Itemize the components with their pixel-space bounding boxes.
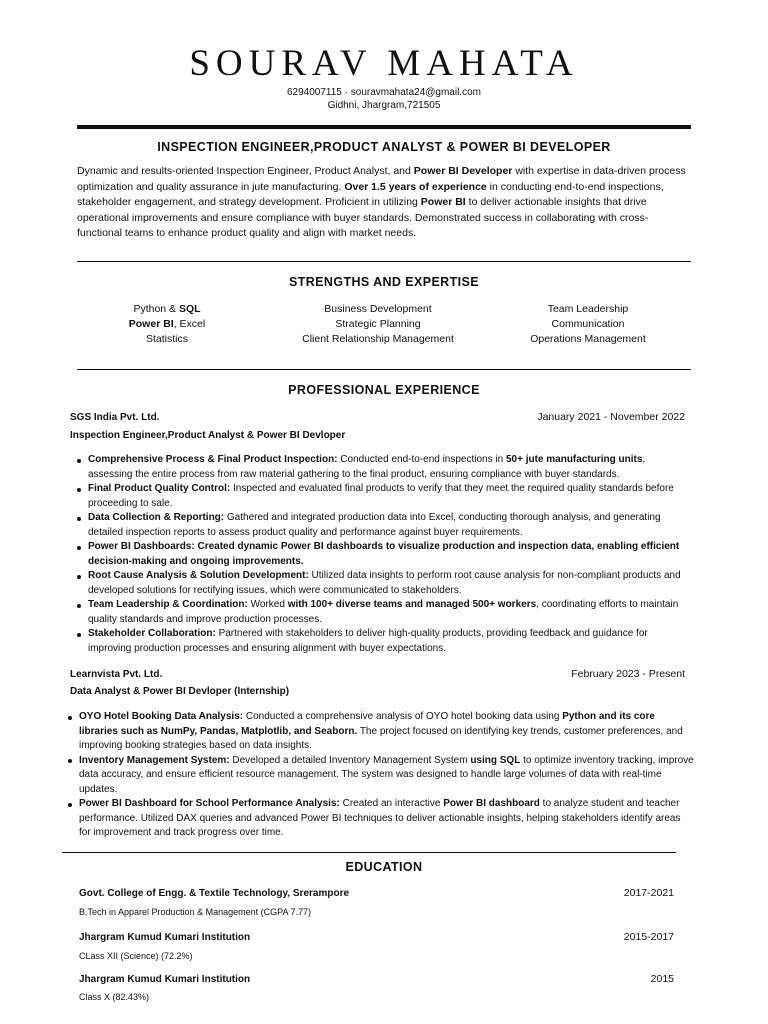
bullet-item [68, 754, 694, 798]
education-year: 2017-2021 [623, 887, 674, 899]
text-run: Strategic Planning [335, 318, 421, 330]
emphasized-text: Python and its core libraries such as NumPy, Pandas, Matplotlib, and Seaborn. [79, 711, 655, 737]
emphasized-text: Final Product Quality Control: [88, 483, 231, 494]
section-divider [77, 261, 691, 262]
emphasized-text: Team Leadership & Coordination: [88, 599, 248, 610]
education-year: 2015-2017 [623, 931, 674, 943]
job-dates: February 2023 - Present [571, 668, 685, 680]
text-run: Python & [133, 303, 179, 315]
bullet-item [77, 453, 691, 482]
education-school: Govt. College of Engg. & Textile Technology, Srerampore [79, 888, 350, 899]
skills-column-1 [105, 302, 229, 347]
emphasized-text: Power BI [420, 196, 466, 209]
skill-item [518, 302, 658, 317]
emphasized-text: Power BI dashboard [443, 798, 540, 809]
emphasized-text: Comprehensive Process & Final Product Inspection: [88, 454, 338, 465]
skill-item [105, 302, 229, 317]
skill-item [518, 332, 658, 347]
experience-title: PROFESSIONAL EXPERIENCE [288, 383, 480, 397]
text-run: Communication [551, 318, 625, 330]
text-run: Developed a detailed Inventory Management System [229, 754, 471, 766]
summary-paragraph [77, 164, 691, 242]
job-role: Inspection Engineer,Product Analyst & Power BI Devloper [70, 430, 346, 441]
text-run: Partnered with stakeholders to deliver high-quality products, providing feedback and guidance for improving production processes and ensuring alignment with buyer expectations. [88, 628, 648, 654]
candidate-name: SOURAV MAHATA [189, 43, 579, 84]
emphasized-text: Power BI Dashboards: Created dynamic Power BI dashboards to visualize production and inspection data, enabling efficient decision-making and ongoing improvements. [88, 541, 680, 567]
text-run: Business Development [324, 303, 432, 315]
contact-phone-email: 6294007115 · souravmahata24@gmail.com [287, 87, 481, 98]
emphasized-text: with 100+ diverse teams and managed 500+ workers [287, 599, 537, 610]
bullet-item [77, 598, 691, 627]
text-run: with expertise in data-driven process optimization and quality assurance in jute manufacturing. [77, 165, 686, 193]
education-title: EDUCATION [345, 860, 423, 874]
text-run: The project focused on identifying key trends, customer preferences, and improving booking strategies based on data insights. [79, 725, 683, 751]
bullet-item [68, 710, 694, 754]
emphasized-text: Power BI Dashboard for School Performance Analysis: [79, 798, 340, 809]
section-divider [62, 852, 676, 853]
text-run: to analyze student and teacher performance. Utilized DAX queries and advanced Power BI techniques to deliver actionable insights, helping stakeholders identify areas for improvement and track progress over time. [79, 798, 681, 838]
bullet-item [68, 797, 694, 841]
job-company: SGS India Pvt. Ltd. [70, 412, 160, 423]
skills-column-2 [288, 302, 468, 347]
skill-item [518, 317, 658, 332]
education-year: 2015 [650, 973, 674, 985]
emphasized-text: Data Collection & Reporting: [88, 512, 225, 523]
skill-item [288, 317, 468, 332]
skill-item [288, 302, 468, 317]
emphasized-text: Root Cause Analysis & Solution Development: [88, 570, 309, 581]
bullet-item [77, 482, 691, 511]
emphasized-text: OYO Hotel Booking Data Analysis: [79, 711, 244, 722]
education-school: Jhargram Kumud Kumari Institution [79, 974, 251, 985]
text-run: in conducting end-to-end inspections, stakeholder engagement, and strategy development. Proficient in utilizing [77, 180, 664, 209]
emphasized-text: SQL [178, 303, 201, 315]
job-bullets [68, 710, 694, 841]
bullet-item [77, 540, 691, 569]
text-run: , assessing the entire process from raw material gathering to the final product, ensuring compliance with buyer standards. [88, 454, 646, 480]
text-run: Gathered and integrated production data into Excel, conducting thorough analysis, and generating detailed inspection reports to assess product quality and performance against buyer requirements. [88, 512, 661, 538]
skill-item [288, 332, 468, 347]
text-run: Team Leadership [547, 303, 629, 315]
emphasized-text: Power BI [128, 318, 174, 330]
skill-item [105, 332, 229, 347]
text-run: to optimize inventory tracking, improve data accuracy, and ensure efficient resource management. The system was designed to handle large volumes of data with real-time updates. [79, 754, 694, 795]
text-run: Created an interactive [339, 798, 444, 809]
text-run: , coordinating efforts to maintain quality standards and improve production processes. [88, 599, 679, 625]
text-run: Conducted end-to-end inspections in [337, 454, 506, 465]
text-run: Client Relationship Management [302, 333, 454, 345]
emphasized-text: Stakeholder Collaboration: [88, 628, 216, 639]
skill-item [105, 317, 229, 332]
text-run: Statistics [145, 333, 188, 345]
skills-column-3 [518, 302, 658, 347]
text-run: Operations Management [530, 333, 646, 345]
text-run: Worked [247, 599, 288, 610]
summary-title: INSPECTION ENGINEER,PRODUCT ANALYST & POWER BI DEVELOPER [157, 140, 611, 154]
section-divider [77, 369, 691, 370]
emphasized-text: Power BI Developer [413, 165, 513, 177]
contact-address: Gidhni, Jhargram,721505 [327, 100, 441, 111]
header-divider [77, 125, 691, 129]
bullet-item [77, 627, 691, 656]
job-dates: January 2021 - November 2022 [537, 411, 685, 423]
text-run: Dynamic and results-oriented Inspection Engineer, Product Analyst, and [77, 165, 414, 177]
job-bullets [77, 453, 691, 656]
education-school: Jhargram Kumud Kumari Institution [79, 932, 251, 943]
emphasized-text: Over 1.5 years of experience [344, 180, 487, 193]
emphasized-text: using SQL [470, 754, 521, 766]
education-detail: B.Tech in Apparel Production & Management (CGPA 7.77) [79, 907, 311, 917]
text-run: Conducted a comprehensive analysis of OYO hotel booking data using [243, 711, 563, 722]
emphasized-text: Inventory Management System: [79, 754, 230, 766]
text-run: Utilized data insights to perform root cause analysis for non-compliant products and developed solutions for rectifying issues, which were communicated to stakeholders. [88, 570, 681, 596]
job-role: Data Analyst & Power BI Devloper (Internship) [70, 686, 290, 697]
education-detail: CLass XII (Science) (72.2%) [79, 951, 193, 961]
text-run: , Excel [173, 318, 206, 330]
strengths-title: STRENGTHS AND EXPERTISE [288, 275, 479, 289]
bullet-item [77, 569, 691, 598]
text-run: Inspected and evaluated final products to verify that they meet the required quality standards before proceeding to sale. [88, 483, 674, 509]
bullet-item [77, 511, 691, 540]
education-detail: Class X (82.43%) [79, 992, 150, 1002]
emphasized-text: 50+ jute manufacturing units [505, 454, 643, 465]
text-run: to deliver actionable insights that drive operational improvements and ensure compliance with buyer standards. Demonstrated success in collaborating with cross-functional teams to enhance product quality and align with market needs. [77, 196, 649, 240]
job-company: Learnvista Pvt. Ltd. [70, 669, 163, 680]
